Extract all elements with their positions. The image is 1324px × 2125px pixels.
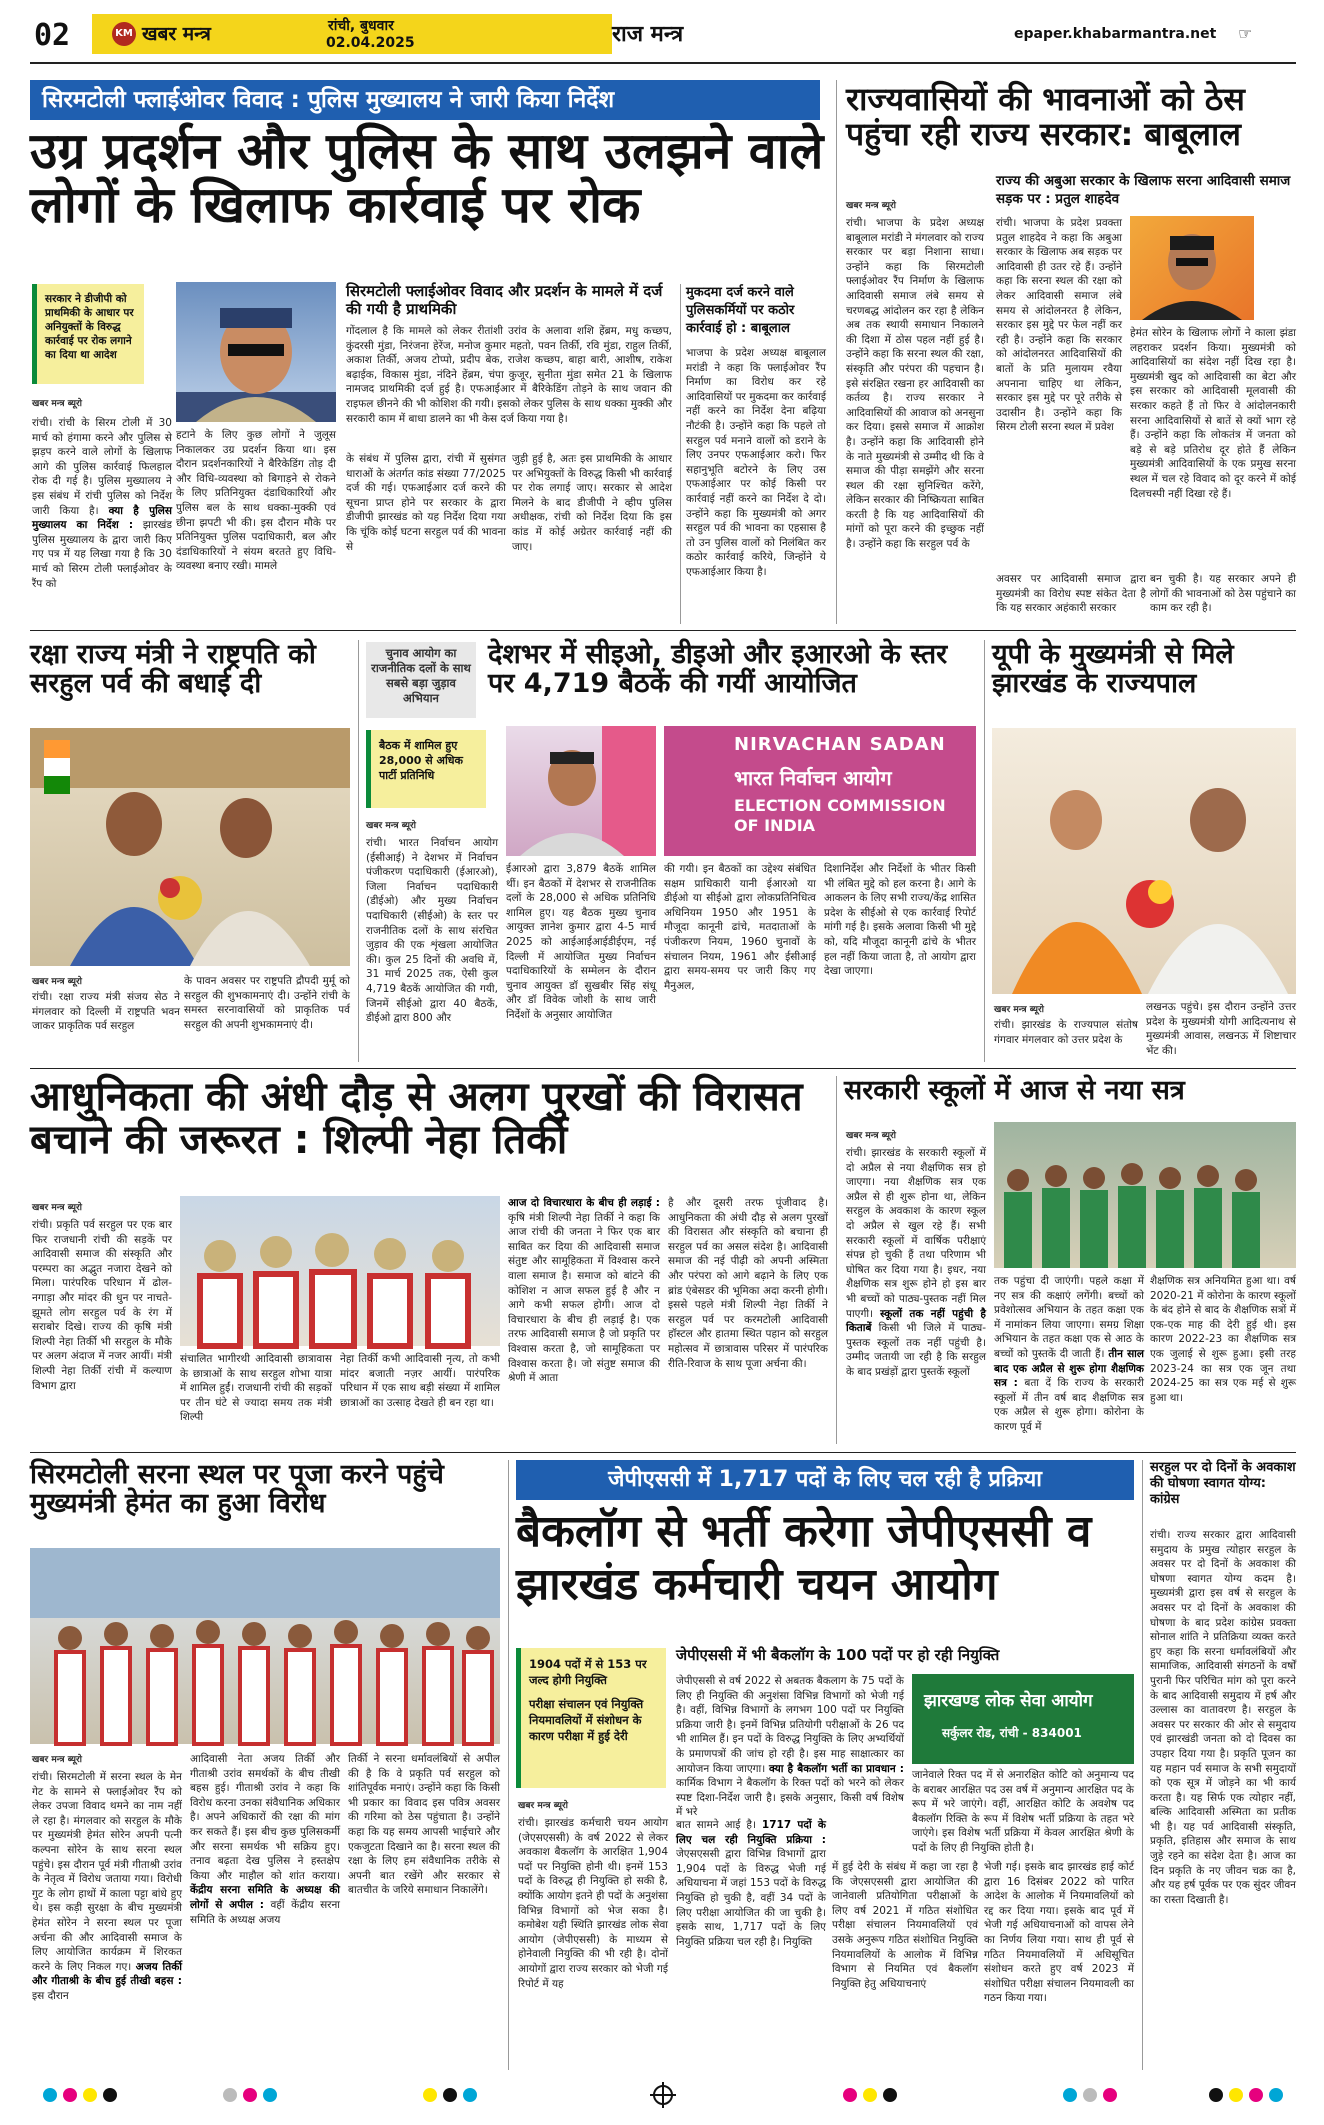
neha-body-4-bold: आज दो विचारधारा के बीच ही लड़ाई : (508, 1197, 660, 1209)
jpsc-body-6: भेजी गई। इसके बाद झारखंड हाई कोर्ट द्वारा 16 दिसंबर 2022 को पारित आदेश के आलोक में नियमावलियों को रद्द कर दिया गया। इसके बाद पूर्व में भेजी गई अधियाचनाओं को वापस लेने का निर्णय लिया गया। साथ ही पूर्व से गठित नियमावलियों में अधिसूचित संशोधन करते हुए वर्ष 2023 में संशोधित परीक्षा संचालन नियमावली का गठन किया गया। (984, 1861, 1134, 2005)
jpsc-highlight-2: परीक्षा संचालन एवं नियुक्ति नियमावलियों में संशोधन के कारण परीक्षा में हुई देरी (529, 1697, 644, 1743)
election-body-3: की गयी। इन बैठकों का उद्देश्य संबंधित सक्षम प्राधिकारी यानी ईआरओ या डीईओ या सीईओ द्वारा लोकप्रतिनिधित्व अधिनियम 1950 और 1951 के मौजूदा कानूनी ढांचे, मतदाताओं के पंजीकरण नियम, 1960 चुनावों के संचालन नियम, 1961 और ईसीआई द्वारा समय-समय पर जारी किए गए मैनुअल, (664, 863, 816, 992)
issue-date: 02.04.2025 (326, 35, 415, 51)
up-byline: खबर मन्त्र ब्यूरो (994, 1005, 1044, 1015)
sirmtoli-body-1b-text: इस दौरान (32, 1989, 69, 2002)
masthead (0, 0, 1324, 64)
school-body-1 (846, 1146, 986, 1444)
school-body-1-bold: स्कूलों तक नहीं पहुंची है किताबें (846, 1307, 986, 1335)
babulal-headline: राज्यवासियों की भावनाओं को ठेस पहुंचा रही राज्य सरकार: बाबूलाल (846, 80, 1245, 153)
lead-headline: उग्र प्रदर्शन और पुलिस के साथ उलझने वाले लोगों के खिलाफ कार्रवाई पर रोक (30, 122, 824, 234)
neha-headline: आधुनिकता की अंधी दौड़ से अलग पुरखों की विरासत बचाने की जरूरत : शिल्पी नेहा तिर्की (30, 1074, 803, 1164)
lead-subhead: सिरमटोली फ्लाईओवर विवाद और प्रदर्शन के मामले में दर्ज की गयी है प्राथमिकी (346, 282, 663, 318)
neha-byline: खबर मन्त्र ब्यूरो (32, 1203, 82, 1213)
lead-body-4: के संबंध में पुलिस द्वारा, रांची में सुसंगत धाराओं के अंतर्गत कांड संख्या 77/2025 दर्ज की गई। एफआईआर दर्ज करने की सूचना प्राप्त होने पर सरकार के द्वारा डीजीपी झारखंड को यह निर्देश दिया गया कि चूंकि कोई घटना सरहुल पर्व की भावना से (346, 453, 506, 553)
page-number: 02 (34, 18, 71, 53)
jpsc-sign-line-2: सर्कुलर रोड, रांची - 834001 (942, 1726, 1082, 1740)
neha-body-3: नेहा तिर्की कभी आदिवासी नृत्य, तो कभी मांदर बजाती नज़र आयीं। पारंपरिक परिधान में एक साथ बड़ी संख्या में शामिल छात्राओं का उत्साह देखते ही बन रहा था। (340, 1353, 500, 1409)
school-body-2-text: तक पहुंचा दी जाएंगी। पहले कक्षा में नए सत्र की कक्षाएं लगेंगी। बच्चों को प्रवेशोत्सव अभियान के तहत कक्षा एक में नामांकन लिया जाएगा। समग्र शिक्षा अभियान के तहत कक्षा एक से आठ के बच्चों को पुस्तकें दी जाती हैं। (994, 1275, 1144, 1360)
jpsc-body-2-bold: क्या है बैकलॉग भर्ती का प्रावधान : (769, 1762, 904, 1775)
school-headline: सरकारी स्कूलों में आज से नया सत्र (844, 1075, 1185, 1106)
babulal-body-5: बन चुकी है। यह सरकार अपने ही लोगों की भावनाओं को ठेस पहुंचाने का काम कर रही है। (1150, 573, 1297, 615)
election-body-2: ईआरओ द्वारा 3,879 बैठकें शामिल थीं। इन बैठकों में देशभर से राजनीतिक दलों के 28,000 से अधिक प्रतिनिधि शामिल हुए। यह बैठक मुख्य चुनाव आयुक्त ज्ञानेश कुमार द्वारा 4-5 मार्च 2025 को आईआईआईडीईएम, नई दिल्ली में आयोजित मुख्य निर्वाचन पदाधिकारियों के सम्मेलन के दौरान चुनाव आयुक्त डॉ सुखबीर सिंह संधू और डॉ विवेक जोशी के साथ जारी निर्देशों के अनुसार आयोजित (506, 863, 656, 1021)
lead-body-1 (32, 416, 172, 624)
sirmtoli-body-2 (190, 1752, 340, 2070)
sirmtoli-headline: सिरमटोली सरना स्थल पर पूजा करने पहुंचे मुख्यमंत्री हेमंत का हुआ विरोध (30, 1459, 444, 1520)
jpsc-body-4-text: बात सामने आई है। (676, 1819, 756, 1831)
raksha-body-2: के पावन अवसर पर राष्ट्रपति द्रौपदी मुर्मू को सरहुल की शुभकामनाएं दी। उन्होंने रांची के समस्त सरनावासियों को प्राकृतिक पर्व सरहुल की अपनी शुभकामनाएं दी। (184, 975, 350, 1031)
up-body-2: लखनऊ पहुंचे। इस दौरान उन्होंने उत्तर प्रदेश के मुख्यमंत्री योगी आदित्यनाथ से मुख्यमंत्री आवास, लखनऊ में शिष्टाचार भेंट की। (1146, 1001, 1296, 1057)
lead-highlight: सरकार ने डीजीपी को प्राथमिकी के आधार पर अनियुक्तों के विरुद्ध कार्रवाई पर रोक लगाने का दिया था आदेश (32, 284, 144, 384)
neha-photo (180, 1196, 500, 1346)
neha-body-5: है और दूसरी तरफ पूंजीवाद है। आधुनिकता की अंधी दौड़ से अलग पुरखों की विरासत और संस्कृति को बचाना ही सरहुल पर्व का असल संदेश है। आदिवासी समाज की नई पीढ़ी को अपनी अस्मिता और परंपरा को आगे बढ़ाने के लिए एक ब्रांड एंबेसडर की भूमिका अदा करनी होगी। इससे पहले मंत्री शिल्पी नेहा तिर्की ने सरहुल पर्व पर करमटोली आदिवासी हॉस्टल और हातमा स्थित पहान को सरहुल महोत्सव में छात्रावास परिसर में पारंपरिक रीति-रिवाज के साथ पूजा अर्चना की। (668, 1197, 828, 1370)
section-name: राज मन्त्र (612, 22, 684, 47)
section-rule-3 (30, 1452, 1296, 1453)
up-body-1: रांची। झारखंड के राज्यपाल संतोष गंगवार मंगलवार को उत्तर प्रदेश के (994, 1019, 1138, 1046)
jpsc-body-5: में हुई देरी के संबंध में कहा जा रहा है कि जेएसएससी द्वारा आयोजित की जानेवाली प्रतियोगिता परीक्षाओं के लिए वर्ष 2021 में गठित संशोधित परीक्षा संचालन नियमावलियों एवं उसके अनुरूप गठित संशोधित नियुक्ति नियमावलियों के आलोक में विभिन्न विभाग से नियमित एवं बैकलॉग नियुक्ति हेतु अधियाचनाएं (832, 1861, 978, 1990)
brand-logo-icon: KM (112, 22, 136, 46)
sarhul-divider (1142, 1460, 1143, 2070)
babulal-byline: खबर मन्त्र ब्यूरो (846, 201, 896, 211)
school-body-3: शैक्षणिक सत्र अनियमित हुआ था। वर्ष 2020-21 में कोरोना के कारण स्कूलों के बंद होने से बाद के शैक्षणिक सत्रों में एक-एक माह की देरी हुई थी। इस कारण 2022-23 का शैक्षणिक सत्र एक जुलाई से शुरू हुआ। इसी तरह 2023-24 का सत्र एक जून तथा 2024-25 का सत्र एक मई से शुरू हुआ था। (1150, 1275, 1296, 1404)
sirmtoli-body-1 (32, 1770, 182, 2070)
school-body-2b-text: बता दें कि राज्य के सरकारी स्कूलों में तीन वर्ष बाद शैक्षणिक सत्र एक अप्रैल से शुरू होगा। कोरोना के कारण पूर्व में (994, 1377, 1144, 1433)
jpsc-kicker: जेपीएससी में 1,717 पदों के लिए चल रही है प्रक्रिया (516, 1460, 1134, 1500)
jpsc-body-2b-text: कार्मिक विभाग ने बैकलॉग के रिक्त पदों को भरने को लेकर स्पष्ट दिशा-निर्देश जारी है। इसके अनुसार, किसी वर्ष विशेष में भरे (676, 1777, 904, 1819)
eci-sign-line-2: भारत निर्वाचन आयोग (734, 766, 892, 790)
raksha-byline: खबर मन्त्र ब्यूरो (32, 977, 82, 987)
sirmtoli-body-2-text: आदिवासी नेता अजय तिर्की और गीताश्री उरांव समर्थकों के बीच तीखी बहस हुई। गीताश्री उरांव ने कहा कि विरोध करना उनका संवैधानिक अधिकार है। अपने अधिकारों की रक्षा की मांग कर सकते हैं। इस बीच कुछ पुलिसकर्मी और सरना समर्थक भी सक्रिय हुए। तनाव बढ़ता देख पुलिस ने हस्तक्षेप किया और माहौल को शांत कराया। (190, 1753, 340, 1882)
raksha-photo (30, 728, 350, 966)
babulal-body-2: रांची। भाजपा के प्रदेश प्रवक्ता प्रतुल शाहदेव ने कहा कि अबुआ सरकार के खिलाफ अब सड़क पर आदिवासी ही उतर रहे हैं। उन्होंने कहा कि सरना स्थल की रक्षा को लेकर आदिवासी समाज लंबे समय से आंदोलनरत है लेकिन, सरकार इस मुद्दे पर फेल नहीं कर रही है। उन्होंने कहा कि सरकार को आंदोलनरत आदिवासियों की बातों के प्रति मुलायम रवैया अपनाना चाहिए था लेकिन, सरकार इस मुद्दे पर पूरे तरीके से उदासीन है। उन्होंने कहा कि सिरम टोली सरना स्थल में प्रवेश (996, 217, 1122, 434)
jpsc-byline: खबर मन्त्र ब्यूरो (518, 1801, 568, 1811)
raksha-headline: रक्षा राज्य मंत्री ने राष्ट्रपति को सरहुल पर्व की बधाई दी (30, 639, 316, 700)
pratul-photo (1130, 216, 1254, 320)
lead-divider (680, 284, 681, 624)
sirmtoli-body-2b-text: वहीं केंद्रीय सरना समिति के अध्यक्ष अजय (190, 1898, 341, 1926)
school-byline: खबर मन्त्र ब्यूरो (846, 1131, 896, 1141)
epaper-url[interactable]: epaper.khabarmantra.net (1014, 26, 1217, 42)
brand-name: खबर मन्त्र (142, 23, 211, 45)
lead-side-subhead: मुकदमा दर्ज करने वाले पुलिसकर्मियों पर कठोर कार्रवाई हो : बाबूलाल (686, 285, 795, 336)
footer-color-marks (30, 2080, 1296, 2110)
sirmtoli-byline: खबर मन्त्र ब्यूरो (32, 1755, 82, 1765)
jpsc-sign-photo (912, 1674, 1134, 1764)
jpsc-highlight-box (516, 1648, 666, 1788)
masthead-rule (30, 62, 1296, 64)
jpsc-body-3: जानेवाले रिक्त पद में से अनारक्षित कोटि को अनुमान्य पद के बराबर आरक्षित पद उस वर्ष में अनुमान्य आरक्षित पद के रूप में भरे जाएंगे। वहीं, आरक्षित कोटि के अवशेष पद बैकलॉग रिक्ति के रूप में विशेष भर्ती प्रक्रिया के तहत भरे जाएंगे। इस विशेष भर्ती प्रक्रिया में केवल आरक्षित श्रेणी के पदों के लिए ही नियुक्ति होती है। (912, 1769, 1134, 1854)
school-body-2 (994, 1274, 1144, 1444)
school-photo (994, 1122, 1296, 1268)
eci-sign-line-3: ELECTION COMMISSION OF INDIA (734, 796, 946, 835)
eci-sign-line-1: NIRVACHAN SADAN (734, 734, 946, 755)
babulal-body-1: रांची। भाजपा के प्रदेश अध्यक्ष बाबूलाल मरांडी ने मंगलवार को राज्य सरकार पर बड़ा निशाना साधा। उन्होंने कहा कि सिरमटोली फ्लाईओवर रैंप निर्माण के खिलाफ आदिवासी समाज लंबे समय से चरणबद्ध आंदोलन कर रहा है लेकिन अब तक स्थायी समाधान निकालने की दिशा में ठोस पहल नहीं हुई है। उन्होंने कहा कि सरना स्थल की रक्षा, संस्कृति और परंपरा की पहचान है। इसे संरक्षित रखना हर आदिवासी का कर्तव्य है। राज्य सरकार ने आदिवासियों की आवाज को अनसुना कर दिया। इससे समाज में आक्रोश है। उन्होंने कहा कि आदिवासी होने के नाते मुख्यमंत्री से उम्मीद थी कि वे समाज की पीड़ा समझेंगे और सरना स्थल की रक्षा सुनिश्चित करेंगे, लेकिन सरकार की निष्क्रियता साबित करती है कि यह आदिवासियों की मांगों को पूरा करने की इच्छुक नहीं है। उन्होंने कहा कि सरहुल पर्व के (846, 217, 984, 551)
sirmtoli-body-1-text: रांची। सिरमटोली में सरना स्थल के मेन गेट के सामने से फ्लाईओवर रैंप को लेकर उपजा विवाद थमने का नाम नहीं ले रहा है। मंगलवार को सरहुल के मौके पर मुख्यमंत्री हेमंत सोरेन अपनी पत्नी कल्पना सोरेन के साथ सरना स्थल पहुंचे। इस दौरान पूर्व मंत्री गीताश्री उरांव के नेतृत्व में विरोध जताया गया। विरोधी गुट के लोग हाथों में काला पट्टा बांधे हुए थे। इस कड़ी सुरक्षा के बीच मुख्यमंत्री हेमंत सोरेन ने सरना स्थल पर पूजा अर्चना की और आदिवासी समाज के लिए आयोजित कार्यक्रम में शिरकत करने के लिए निकल गए। (32, 1771, 182, 1973)
election-divider-left (358, 640, 359, 1062)
jpsc-body-1: रांची। झारखंड कर्मचारी चयन आयोग (जेएसएससी) के वर्ष 2022 से लेकर अवकाश बैकलॉग के आरक्षित 1,904 पदों पर नियुक्ति होनी थी। इनमें 153 पदों के विरुद्ध ही नियुक्ति हो सकी है, क्योंकि आयोग इतने ही पदों के अनुशंसा विभिन्न विभागों को भेज सका है। कमोबेश यही स्थिति झारखंड लोक सेवा आयोग (जेपीएससी) के माध्यम से होनेवाली नियुक्ति की भी रही है। दोनों आयोगों द्वारा राज्य सरकार को भेजी गई रिपोर्ट में यह (518, 1817, 668, 1990)
babulal-subhead: राज्य की अबुआ सरकार के खिलाफ सरना आदिवासी समाज सड़क पर : प्रतुल शाहदेव (996, 173, 1291, 207)
jpsc-highlight-1: 1904 पदों में से 153 पर जल्द होगी नियुक्ति (529, 1657, 647, 1687)
sirmtoli-body-3: तिर्की ने सरना धर्मावलंबियों से अपील की है कि वे प्रकृति पर्व सरहुल को शांतिपूर्वक मनाएं। उन्होंने कहा कि किसी भी प्रकार का विवाद इस पवित्र अवसर की गरिमा को ठेस पहुंचाता है। उन्होंने कहा कि यह समय आपसी भाईचारे और एकजुटता दिखाने का है। सरना स्थल की रक्षा के लिए हम संवैधानिक तरीके से अपनी बात रखेंगे और सरकार से बातचीत के जरिये समाधान निकालेंगे। (348, 1753, 500, 1897)
lead-body-5: जुड़ी हुई है, अतः इस प्राथमिकी के आधार पर अभियुक्तों के विरुद्ध किसी भी कार्रवाई पर रोक लगाई जाए। सरकार से आदेश मिलने के बाद डीजीपी ने व्हीप पुलिस अधीक्षक, रांची को निर्देश दिया कि इस कांड में कोई अग्रेतर कार्रवाई नहीं की जाए। (512, 453, 672, 553)
jpsc-sign-line-1: झारखण्ड लोक सेवा आयोग (924, 1691, 1093, 1711)
sirmtoli-body-1-bold: अजय तिर्की और गीताश्री के बीच हुई तीखी बहस : (32, 1960, 182, 1988)
neha-body-4-text: कृषि मंत्री शिल्पी नेहा तिर्की ने कहा कि आज रांची की जनता ने फिर एक बार साबित कर दिया की आदिवासी समाज संतुष्ट और सामूहिकता में विश्वास करने वाला समाज है। समाज को बांटने की कोशिश न आज सफल हुई है और न आगे कभी सफल होगी। आज दो विचारधारा के बीच ही लड़ाई है। एक तरफ आदिवासी समाज है जो प्रकृति पर विश्वास करता है, जो सामूहिकता पर विश्वास करता है। जो संतुष्ट समाज की श्रेणी में आता (508, 1211, 660, 1385)
lead-body-1b-text: झारखंड पुलिस मुख्यालय के द्वारा जारी किए गए पत्र में यह लिखा गया है कि 30 मार्च को सिरम टोली फ्लाईओवर के रैंप को (32, 519, 172, 590)
section-rule-2 (30, 1068, 1296, 1069)
school-body-1b-text: किसी भी जिले में पाठ्य-पुस्तक स्कूलों तक नहीं पहुंची है। उम्मीद जतायी जा रही है कि सरहुल के बाद प्रखंड़ों द्वारा पुस्तकें स्कूलों (846, 1322, 986, 1378)
school-body-1-text: रांची। झारखंड के सरकारी स्कूलों में दो अप्रैल से नया शैक्षणिक सत्र हो जाएगा। नया शैक्षणिक सत्र एक अप्रैल से ही शुरू होना था, लेकिन सरहुल के अवकाश के कारण स्कूल दो अप्रैल से खुल रहे हैं। सभी सरकारी स्कूलों में वार्षिक परीक्षाएं संपन्न हो चुकी हैं तथा परिणाम भी घोषित कर दिया गया है। इधर, नया शैक्षणिक सत्र शुरू होने हो इस बार भी बच्चों को पाठ्य-पुस्तक नहीं मिल पाएगी। (846, 1147, 986, 1320)
up-headline: यूपी के मुख्यमंत्री से मिले झारखंड के राज्यपाल (992, 639, 1234, 700)
election-body-4: दिशानिर्देश और निर्देशों के भीतर किसी भी लंबित मुद्दे को हल करना है। आगे के आकलन के लिए सभी राज्य/केंद्र शासित प्रदेश के सीईओ से एक कार्रवाई रिपोर्ट मांगी गई है। इसके अलावा किसी भी मुद्दे को, यदि मौजूदा कानूनी ढांचे के भीतर हल नहीं किया जाता है, तो आयोग द्वारा देखा जाएगा। (824, 863, 976, 978)
election-body-1: रांची। भारत निर्वाचन आयोग (ईसीआई) ने देशभर में निर्वाचन पंजीकरण पदाधिकारी (ईआरओ), जिला निर्वाचन पदाधिकारी (डीईओ) और मुख्य निर्वाचन पदाधिकारी (सीईओ) के स्तर पर राजनीतिक दलों के साथ संरचित जुड़ाव की एक शृंखला आयोजित की। कुल 25 दिनों की अवधि में, 31 मार्च 2025 तक, ऐसी कुल 4,719 बैठकें आयोजित की गयी, जिनमें सीईओ द्वारा 40 बैठकें, डीईओ द्वारा 800 और (366, 837, 498, 1025)
babulal-body-3-col: हेमंत सोरेन के खिलाफ लोगों ने काला झंडा लहराकर प्रदर्शन किया। मुख्यमंत्री को आदिवासियों का संदेश नहीं दिख रहा है। मुख्यमंत्री खुद को आदिवासी का बेटा और इस सरकार को आदिवासी मूलवासी की सरकार कहते हैं तो फिर वे आंदोलनकारी सरना आदिवासियों से बातें से क्यों भाग रहे हैं। उन्होंने कहा कि लोकतंत्र में जनता को बड़े से बड़े प्रतिरोध दूर होते हैं लेकिन मुख्यमंत्री आदिवासियों के एक प्रमुख सरना स्थल में चल रहे विवाद को दूर करने में कोई दिलचस्पी नहीं दिखा रहे हैं। (1130, 327, 1296, 500)
neha-body-4 (508, 1196, 660, 1444)
lead-kicker: सिरमटोली फ्लाईओवर विवाद : पुलिस मुख्यालय ने जारी किया निर्देश (30, 80, 820, 120)
lead-body-1-bold: क्या है पुलिस मुख्यालय का निर्देश : (32, 504, 173, 532)
lead-side-body: भाजपा के प्रदेश अध्यक्ष बाबूलाल मरांडी ने कहा कि फ्लाईओवर रैंप निर्माण का विरोध कर रहे आदिवासियों पर मुकदमा कर कार्रवाई नहीं करने का निर्देश देना बढ़िया नौटंकी है। उन्होंने कहा कि पहले तो सरहुल पर्व मनाने वालों को डराने के लिए उनपर एफआईआर करो। फिर सहानुभूति बटोरने के लिए उस एफआईआर पर कोई किसी पर कार्रवाई नहीं करने का निर्देश दे दो। उन्होंने कहा कि मुख्यमंत्री को अगर सरहुल पर्व की भावना का एहसास है तो उन पुलिस वालों को निलंबित कर कठोर कार्रवाई करिये, जिन्होंने ये एफआईआर किया है। (686, 347, 826, 578)
sirmtoli-photo (30, 1548, 500, 1744)
sarhul-headline: सरहुल पर दो दिनों के अवकाश की घोषणा स्वागत योग्य: कांग्रेस (1150, 1460, 1296, 1507)
jpsc-headline: बैकलॉग से भर्ती करेगा जेपीएससी व झारखंड कर्मचारी चयन आयोग (516, 1506, 1092, 1610)
lead-byline: खबर मन्त्र ब्यूरो (32, 399, 82, 409)
jpsc-sub2: जेपीएससी में भी बैकलॉग के 100 पदों पर हो रही नियुक्ति (676, 1646, 1000, 1664)
election-byline: खबर मन्त्र ब्यूरो (366, 821, 416, 831)
location-day: रांची, बुधवार (328, 18, 394, 34)
jpsc-body-2 (676, 1674, 904, 1819)
lead-body-3: गोंदलाल है कि मामले को लेकर रीतांशी उरांव के अलावा शशि हेंब्रम, मधु कच्छप, कुंदरसी मुंडा, निरंजना हेरेंज, मनोज कुमार महतो, पवन तिर्की, रवि मुंडा, राहुल तिर्की, अकाश तिर्की, अजय टोप्पो, प्रदीप बेक, राजेश कच्छप, बाहा बारी, आशीष, राकेश बढ़ाईक, विकास मुंडा, नंदिने हेंब्रम, चंपा कुजूर, सुनीता मुंडा समेत 21 के खिलाफ नामजद प्राथमिकी दर्ज हुई है। एफआईआर में बैरिकेडिंग तोड़ने के साथ जवान की राइफल छीनने की भी कोशिश की गयी। इसको लेकर पुलिस के साथ धक्का मुक्की और सरकारी काम में बाधा डालने का भी केस दर्ज किया गया है। (346, 325, 672, 425)
dgp-photo (176, 282, 336, 422)
jpsc-body-4b-text: जेएसएससी द्वारा विभिन्न विभागों द्वारा 1,904 पदों के विरुद्ध भेजी गई अधियाचना में जहां 153 पदों के विरुद्ध नियुक्ति हो चुकी है, वहीं 34 पदों के लिए परीक्षा आयोजित की जा चुकी है। इसके साथ, 1,717 पदों के लिए नियुक्ति प्रक्रिया चल रही है। नियुक्ति (676, 1848, 826, 1948)
up-photo (992, 728, 1296, 994)
school-body-2-bold: तीन साल बाद एक अप्रैल से शुरू होगा शैक्षणिक सत्र : (994, 1347, 1145, 1390)
raksha-body-1: रांची। रक्षा राज्य मंत्री संजय सेठ ने मंगलवार को दिल्ली में राष्ट्रपति भवन जाकर प्राकृतिक पर्व सरहुल (32, 991, 180, 1033)
section-rule-1 (30, 630, 1296, 631)
election-official-photo (506, 726, 656, 856)
up-divider (984, 640, 985, 1062)
sirmtoli-body-2-bold: केंद्रीय सरना समिति के अध्यक्ष की लोगों से अपील : (190, 1884, 340, 1911)
election-headline: देशभर में सीइओ, डीइओ और इआरओ के स्तर पर 4,719 बैठकें की गयीं आयोजित (488, 639, 948, 700)
election-highlight: बैठक में शामिल हुए 28,000 से अधिक पार्टी प्रतिनिधि (366, 730, 486, 808)
right-column-divider (836, 80, 837, 624)
neha-body-1: रांची। प्रकृति पर्व सरहुल पर एक बार फिर राजधानी रांची की सड़कें पर आदिवासी समाज की संस्कृति और परम्परा का अद्भुत नजारा देखने को मिला। पारंपरिक परिधान में ढोल-नगाड़ा और मांदर की धुन पर नाचते-झूमते लोग सरहुल पर्व के रंग में सराबोर दिखे। राज्य की कृषि मंत्री शिल्पी नेहा तिर्की भी सरहुल के मौके पर अलग अंदाज में नजर आयीं। मंत्री शिल्पी नेहा तिर्की रांची में कल्याण विभाग द्वारा (32, 1219, 172, 1392)
school-divider (836, 1076, 837, 1444)
hand-pointer-icon: ☞ (1238, 24, 1253, 43)
lead-body-2: हटाने के लिए कुछ लोगों ने जुलूस निकालकर उग्र प्रदर्शन किया था। इस दौरान प्रदर्शनकारियों ने बैरिकेडिंग तोड़ दी और विधि-व्यवस्था को बिगाड़ने से रोकने के लिए प्रतिनियुक्त दंडाधिकारियों और पुलिस बल के साथ धक्का-मुक्की एवं छीना झपटी भी की। इस दौरान मौके पर प्रतिनियुक्त पुलिस पदाधिकारी, बल और दंडाधिकारियों ने संयम बरतते हुए विधि-व्यवस्था बनाए रखी। मामले (176, 429, 336, 573)
jpsc-body-4-bold: 1717 पदों के लिए चल रही नियुक्ति प्रक्रिया : (676, 1819, 826, 1846)
election-box-title: चुनाव आयोग का राजनीतिक दलों के साथ सबसे बड़ा जुड़ाव अभियान (366, 642, 476, 718)
neha-body-2: संचालित भागीरथी आदिवासी छात्रावास के छात्राओं के साथ सरहुल शोभा यात्रा में शामिल हुईं। राजधानी रांची की सड़कों पर तीन घंटे से ज्यादा समय तक मंत्री शिल्पी (180, 1353, 332, 1424)
jpsc-body-2-text: जेपीएससी से वर्ष 2022 से अबतक बैकलाग के 75 पदों के लिए ही नियुक्ति की अनुशंसा विभिन्न विभागों को भेजी गई है। वहीं, विभिन्न विभागों के लगभग 100 पदों पर नियुक्ति प्रक्रिया जारी है। इनमें विभिन्न प्रतियोगी परीक्षाओं के 26 पद भी शामिल हैं। इन पदों के विरुद्ध नियुक्ति के लिए अभ्यर्थियों के प्रमाणपत्रों की जांच हो रही है। इस माह साक्षात्कार का आयोजन किया जाएगा। (676, 1675, 904, 1775)
sarhul-body: रांची। राज्य सरकार द्वारा आदिवासी समुदाय के प्रमुख त्योहार सरहुल के अवसर पर दो दिनों के अवकाश की घोषणा स्वागत योग्य कदम है। मुख्यमंत्री द्वारा इस वर्ष से सरहुल के अवसर पर दो दिनों के अवकाश की घोषणा के बाद प्रदेश कांग्रेस प्रवक्ता सोनाल शांति ने प्रतिक्रिया व्यक्त करते हुए कहा कि सरना धर्मावलंबियों और सामाजिक, आदिवासी संगठनों के वर्षों पुरानी फिर परिचित मांग को पूरा करने के बाद आदिवासी समुदाय में हर्ष और उल्लास का वातावरण है। सरहुल के अवसर पर सरकार की ओर से समुदाय एवं झारखंडी जनता को दो दिवस का उपहार दिया गया है। प्रकृति पूजन का यह महान पर्व समाज के सभी समुदायों को एक सूत्र में जोड़ने का भी कार्य करता है। यह सिर्फ एक त्योहार नहीं, बल्कि आदिवासी अस्मिता का प्रतीक भी है। यह पर्व आदिवासी संस्कृति, प्रकृति, इतिहास और समाज के साथ जुड़े रहने का संदेश देता है। आज का दिन प्रकृति के नए जीवन चक्र का है, और यह हर्ष पूर्वक पर एक सुंदर जीवन का रास्ता दिखाती है। (1150, 1529, 1296, 1906)
jpsc-divider-left (508, 1460, 509, 2070)
babulal-body-4: अवसर पर आदिवासी समाज द्वारा मुख्यमंत्री का विरोध स्पष्ट संकेत देता है कि यह सरकार अहंकारी सरकार (996, 573, 1146, 615)
jpsc-body-4 (676, 1818, 826, 2070)
eci-photo (664, 726, 976, 856)
lead-body-1-text: रांची। रांची के सिरम टोली में 30 मार्च को हंगामा करने और पुलिस से झड़प करने वाले लोगों के खिलाफ आगे की पुलिस कार्रवाई फिलहाल रोक दी गई है। पुलिस मुख्यालय ने इस संबंध में रांची पुलिस को निर्देश जारी किया है। (32, 417, 172, 517)
